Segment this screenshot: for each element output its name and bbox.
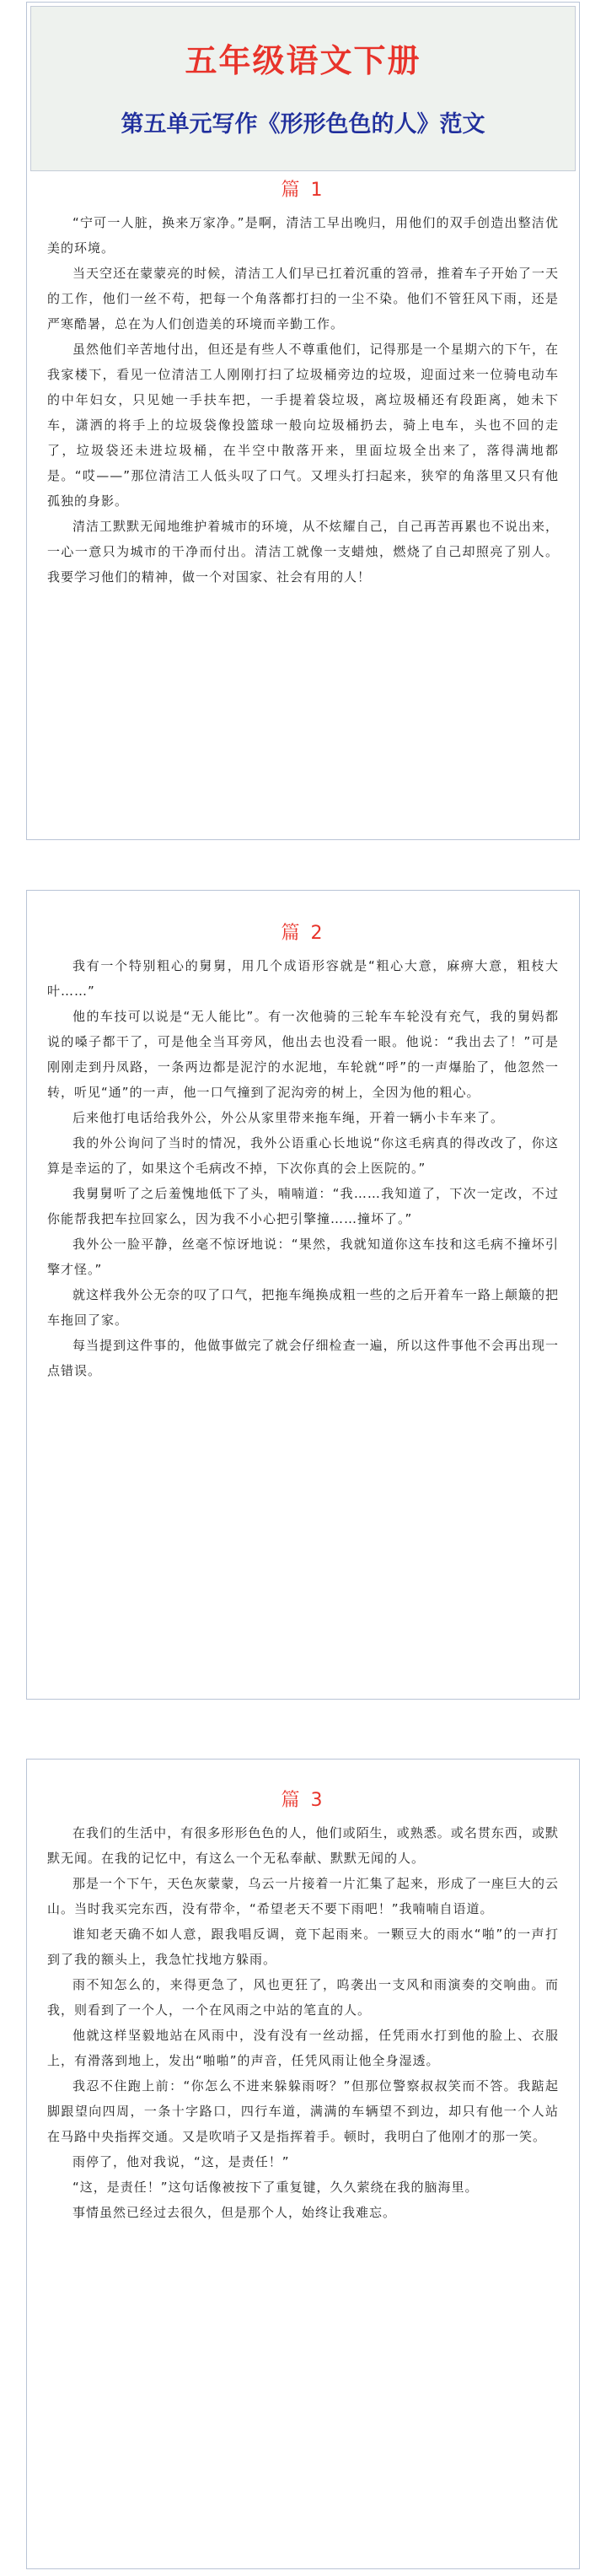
- title-banner: [30, 6, 576, 171]
- essay-body: [27, 203, 579, 590]
- essay-body: [27, 946, 579, 1383]
- paragraph: 我有一个特别粗心的舅舅，用几个成语形容就是“粗心大意，麻痹大意，粗枝大叶……”: [47, 958, 559, 999]
- paragraph: 他就这样坚毅地站在风雨中，没有没有一丝动摇，任凭雨水打到他的脸上、衣服上，有滑落到地上，发出“啪啪”的声音，任凭风雨让他全身湿透。: [47, 2028, 559, 2068]
- paragraph: “这，是责任！”这句话像被按下了重复键，久久萦绕在我的脑海里。: [72, 2180, 479, 2195]
- paragraph: 我舅舅听了之后羞愧地低下了头，喃喃道：“我……我知道了，下次一定改，不过你能帮我把车拉回家么，因为我不小心把引擎撞……撞坏了。”: [47, 1186, 559, 1226]
- essay-card-2: [26, 890, 580, 1700]
- paragraph: 在我们的生活中，有很多形形色色的人，他们或陌生，或熟悉。或名贯东西，或默默无闻。在我的记忆中，有这么一个无私奉献、默默无闻的人。: [47, 1825, 559, 1866]
- paragraph: 雨不知怎么的，来得更急了，风也更狂了，呜袭出一支风和雨演奏的交响曲。而我，则看到了一个人，一个在风雨之中站的笔直的人。: [47, 1977, 559, 2018]
- paragraph: 雨停了，他对我说，“这，是责任！”: [72, 2154, 290, 2169]
- paragraph: 我的外公询问了当时的情况，我外公语重心长地说“你这毛病真的得改改了，你这算是幸运的了，如果这个毛病改不掉，下次你真的会上医院的。”: [47, 1135, 559, 1176]
- paragraph: 谁知老天确不如人意，跟我唱反调，竟下起雨来。一颗豆大的雨水“啪”的一声打到了我的额头上，我急忙找地方躲雨。: [47, 1927, 559, 1967]
- paragraph: 后来他打电话给我外公，外公从家里带来拖车绳，开着一辆小卡车来了。: [72, 1110, 505, 1125]
- page-subtitle: 第五单元写作《形形色色的人》范文: [121, 111, 485, 137]
- paragraph: 虽然他们辛苦地付出，但还是有些人不尊重他们，记得那是一个星期六的下午，在我家楼下，看见一位清洁工人刚刚打扫了垃圾桶旁边的垃圾，迎面过来一位骑电动车的中年妇女，只见她一手扶车把，一手提着袋垃圾，离垃圾桶还有段距离，她未下车，潇洒的将手上的垃圾袋像投篮球一般向垃圾桶扔去，骑上电车，头也不回的走了，垃圾袋还未进垃圾桶，在半空中散落开来，里面垃圾全出来了，落得满地都是。“哎——”那位清洁工人低头叹了口气。又埋头打扫起来，狭窄的角落里又只有他孤独的身影。: [47, 342, 559, 509]
- paragraph: “宁可一人脏，换来万家净。”是啊，清洁工早出晚归，用他们的双手创造出整洁优美的环境。: [47, 215, 559, 256]
- essay-heading: 篇 1: [281, 180, 325, 201]
- paragraph: 就这样我外公无奈的叹了口气，把拖车绳换成粗一些的之后开着车一路上颠簸的把车拖回了家。: [47, 1287, 559, 1328]
- essay-card-1: [26, 2, 580, 840]
- essay-heading: 篇 2: [281, 923, 325, 944]
- paragraph: 清洁工默默无闻地维护着城市的环境，从不炫耀自己，自己再苦再累也不说出来，一心一意只为城市的干净而付出。清洁工就像一支蜡烛，燃烧了自己却照亮了别人。我要学习他们的精神，做一个对国家、社会有用的人！: [47, 519, 559, 585]
- paragraph: 我外公一脸平静，丝毫不惊讶地说：“果然，我就知道你这车技和这毛病不撞坏引擎才怪。”: [47, 1237, 559, 1277]
- paragraph: 那是一个下午，天色灰蒙蒙，乌云一片接着一片汇集了起来，形成了一座巨大的云山。当时我买完东西，没有带伞，“希望老天不要下雨吧！”我喃喃自语道。: [47, 1876, 559, 1916]
- essay-heading: 篇 3: [281, 1790, 325, 1811]
- paragraph: 他的车技可以说是“无人能比”。有一次他骑的三轮车车轮没有充气，我的舅妈都说的嗓子都干了，可是他全当耳旁风，他出去也没看一眼。他说：“我出去了！”可是刚刚走到丹凤路，一条两边都是泥泞的水泥地，车轮就“呼”的一声爆胎了，他忽然一转，听见“通”的一声，他一口气撞到了泥沟旁的树上，全因为他的粗心。: [47, 1009, 559, 1100]
- essay-body: [27, 1813, 579, 2225]
- paragraph: 事情虽然已经过去很久，但是那个人，始终让我难忘。: [72, 2205, 397, 2220]
- page-title: 五年级语文下册: [185, 41, 421, 79]
- paragraph: 我忍不住跑上前：“你怎么不进来躲躲雨呀？”但那位警察叔叔笑而不答。我踮起脚跟望向四周，一条十字路口，四行车道，满满的车辆望不到边，却只有他一个人站在马路中央指挥交通。又是吹哨子又是指挥着手。顿时，我明白了他刚才的那一笑。: [47, 2078, 559, 2144]
- essay-card-3: [26, 1759, 580, 2569]
- paragraph: 每当提到这件事的，他做事做完了就会仔细检查一遍，所以这件事他不会再出现一点错误。: [47, 1338, 559, 1378]
- paragraph: 当天空还在蒙蒙亮的时候，清洁工人们早已扛着沉重的笤帚，推着车子开始了一天的工作，他们一丝不苟，把每一个角落都打扫的一尘不染。他们不管狂风下雨，还是严寒酷暑，总在为人们创造美的环境而辛勤工作。: [47, 266, 559, 331]
